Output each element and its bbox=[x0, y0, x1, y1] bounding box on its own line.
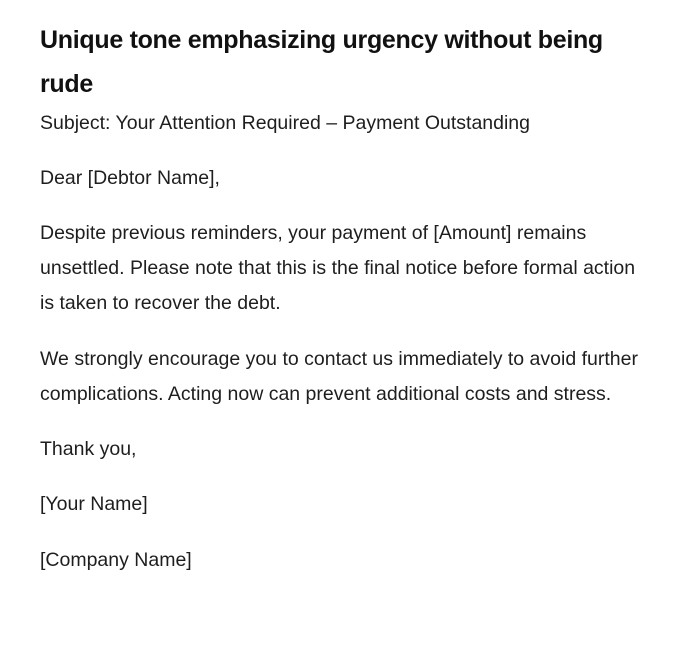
letter-paragraph-1: Despite previous reminders, your payment of [Amount] remains unsettled. Please note that this is the final notice before formal action is taken to recover the debt. bbox=[40, 222, 636, 314]
letter-document bbox=[40, 18, 650, 578]
letter-subject: Subject: Your Attention Required – Payment Outstanding bbox=[40, 112, 530, 134]
letter-title: Unique tone emphasizing urgency without being rude bbox=[40, 26, 603, 98]
letter-greeting: Dear [Debtor Name], bbox=[40, 167, 220, 189]
sender-name: [Your Name] bbox=[40, 493, 148, 515]
letter-paragraph-2: We strongly encourage you to contact us immediately to avoid further complications. Acting now can prevent additional costs and stress. bbox=[40, 348, 638, 405]
letter-closing: Thank you, bbox=[40, 438, 137, 460]
company-name: [Company Name] bbox=[40, 549, 192, 571]
